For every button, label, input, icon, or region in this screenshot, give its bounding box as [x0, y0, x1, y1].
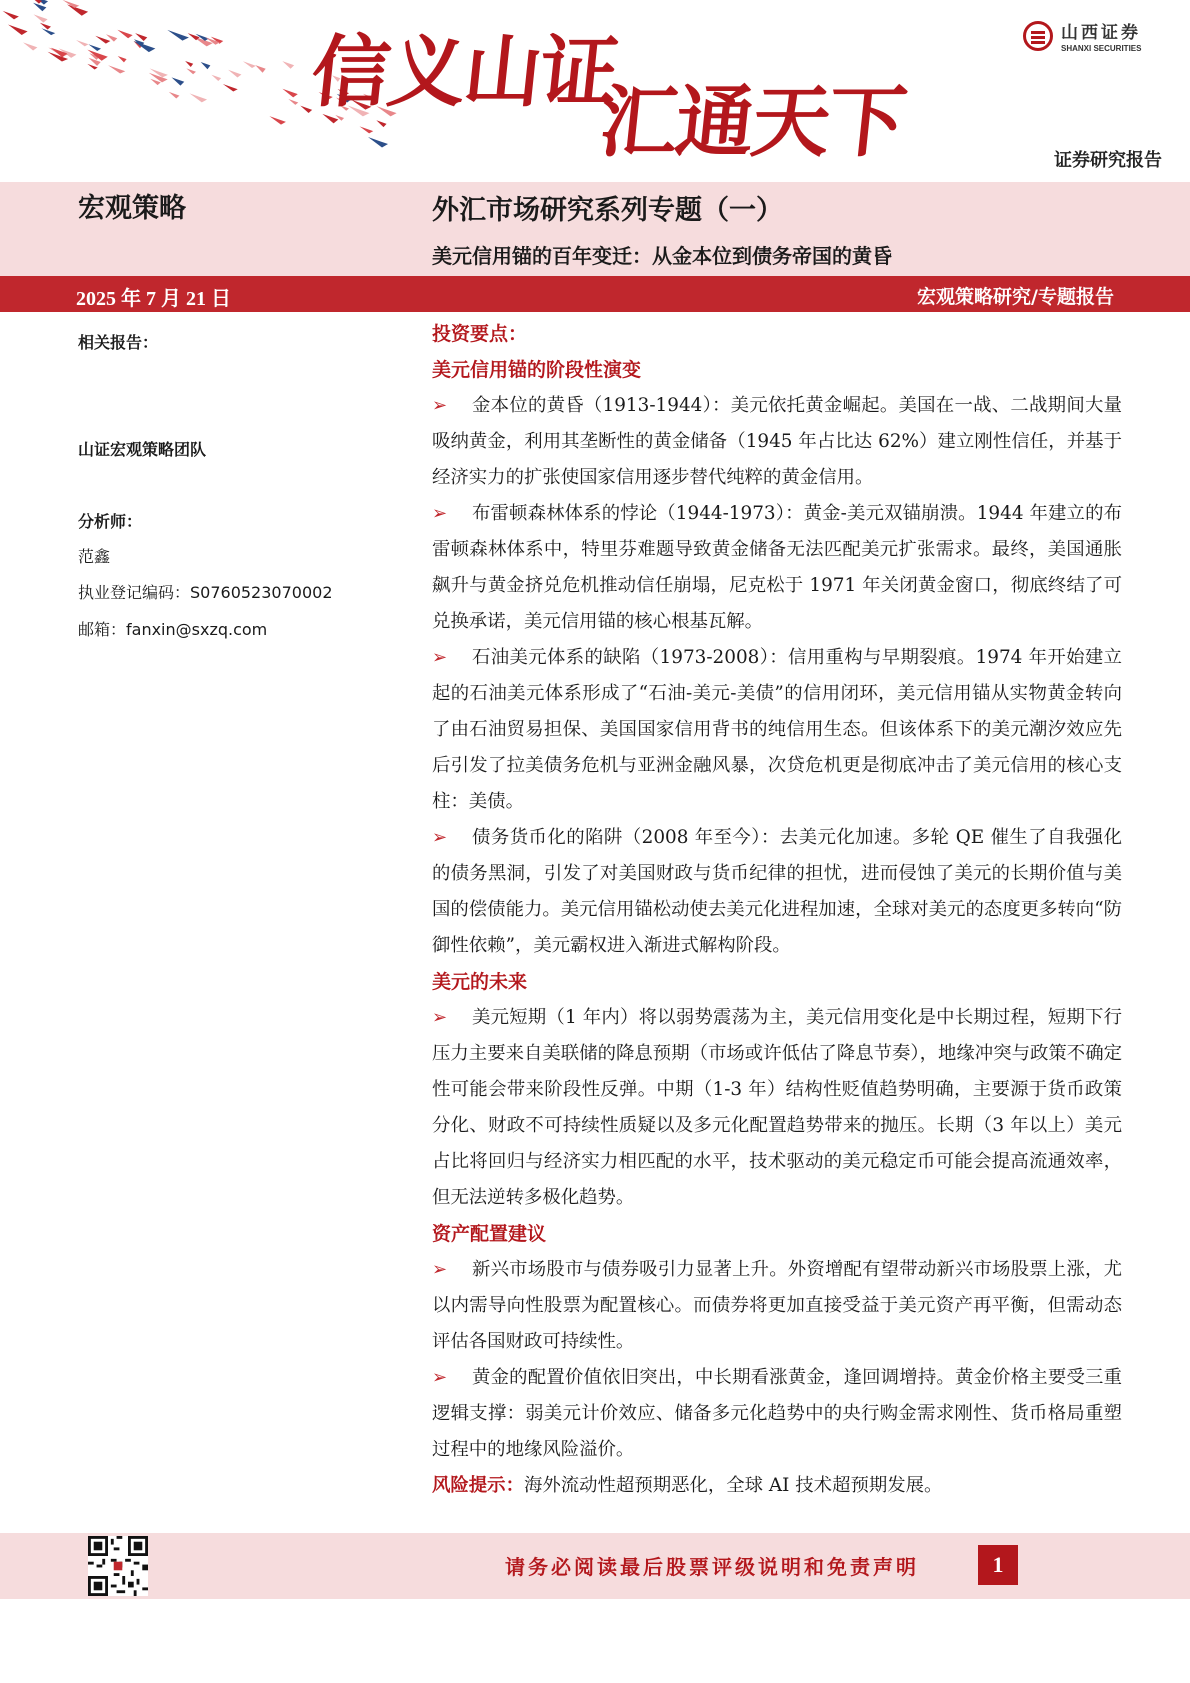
- decorative-arrow-shape: [167, 30, 189, 41]
- report-category: 宏观策略: [78, 193, 186, 224]
- research-team: 山证宏观策略团队: [78, 440, 207, 459]
- bullet-item: [432, 388, 1122, 496]
- slogan-part1: 信义山证: [307, 27, 621, 118]
- decorative-arrow-shape: [88, 44, 101, 51]
- bullet-text: 美元短期（1 年内）将以弱势震荡为主，美元信用变化是中长期过程，短期下行压力主要来自美联储的降息预期（市场或许低估了降息节奏），地缘冲突与政策不确定性可能会带来阶段性反弹。中期（1-3 年）结构性贬值趋势明确，主要源于货币政策分化、财政不可持续性质疑以及多元化配置趋势带来的抛压。长期（3 年以上）美元占比将回归与经济实力相匹配的水平，技术驱动的美元稳定币可能会提高流通效率，但无法逆转多极化趋势。: [432, 1007, 1122, 1208]
- decorative-arrow-shape: [117, 30, 132, 38]
- analyst-name: 范鑫: [78, 547, 111, 566]
- risk-text: 海外流动性超预期恶化，全球 AI 技术超预期发展。: [523, 1475, 943, 1496]
- decorative-arrow-shape: [95, 36, 110, 44]
- related-reports-label: 相关报告：: [78, 333, 159, 352]
- company-logo: [1023, 18, 1141, 53]
- decorative-arrow-shape: [368, 137, 388, 148]
- header-banner: [0, 0, 1190, 182]
- section-heading: 美元的未来: [432, 971, 528, 993]
- decorative-arrow-shape: [108, 65, 125, 73]
- decorative-arrow-shape: [288, 99, 298, 105]
- decorative-arrow-shape: [3, 11, 19, 20]
- decorative-arrow-shape: [169, 92, 180, 99]
- qr-code-icon[interactable]: [88, 1536, 148, 1596]
- decorative-arrow-shape: [23, 42, 37, 50]
- arrow-bullet-icon: ➢: [432, 827, 448, 848]
- decorative-arrow-shape: [223, 84, 238, 91]
- decorative-arrow-shape: [255, 65, 265, 73]
- decorative-arrow-shape: [185, 61, 193, 67]
- decorative-arrow-shape: [40, 23, 51, 30]
- decorative-arrow-shape: [269, 116, 286, 124]
- analyst-license: 执业登记编码：S0760523070002: [78, 583, 333, 602]
- bullet-text: 石油美元体系的缺陷（1973-2008）：信用重构与早期裂痕。1974 年开始建立起的石油美元体系形成了“石油-美元-美债”的信用闭环，美元信用锚从实物黄金转向了由石油贸易担保、美国国家信用背书的纯信用生态。但该体系下的美元潮汐效应先后引发了拉美债务危机与亚洲金融风暴，次贷危机更是彻底冲击了美元信用的核心支柱：美债。: [432, 647, 1122, 812]
- bullet-text: 债务货币化的陷阱（2008 年至今）：去美元化加速。多轮 QE 催生了自我强化的债务黑洞，引发了对美国财政与货币纪律的担忧，进而侵蚀了美元的长期价值与美国的偿债能力。美元信用锚松动使去美元化进程加速，全球对美元的态度更多转向“防御性依赖”，美元霸权进入渐进式解构阶段。: [432, 827, 1122, 956]
- slogan-part2: 汇通天下: [595, 77, 909, 168]
- report-date: 2025 年 7 月 21 日: [76, 288, 231, 310]
- decorative-arrow-shape: [228, 70, 241, 78]
- bullet-text: 布雷顿森林体系的悖论（1944-1973）：黄金-美元双锚崩溃。1944 年建立的布雷顿森林体系中，特里芬难题导致黄金储备无法匹配美元扩张需求。最终，美国通胀飙升与黄金挤兑危机推动信任崩塌，尼克松于 1971 年关闭黄金窗口，彻底终结了可兑换承诺，美元信用锚的核心根基瓦解。: [432, 503, 1122, 632]
- logo-cn-text: 山西证券: [1061, 23, 1141, 43]
- bullet-item: [432, 1360, 1122, 1468]
- bullet-text: 黄金的配置价值依旧突出，中长期看涨黄金，逢回调增持。黄金价格主要受三重逻辑支撑：弱美元计价效应、储备多元化趋势中的央行购金需求刚性、货币格局重塑过程中的地缘风险溢价。: [432, 1367, 1122, 1460]
- page-number: 1: [978, 1545, 1018, 1585]
- decorative-arrow-shape: [135, 33, 147, 41]
- bullet-item: [432, 496, 1122, 640]
- risk-label: 风险提示：: [432, 1475, 524, 1496]
- report-type-label: 证券研究报告: [1054, 150, 1162, 171]
- arrow-bullet-icon: ➢: [432, 647, 448, 668]
- decorative-arrow-shape: [134, 41, 156, 52]
- decorative-arrow-shape: [76, 40, 88, 46]
- arrow-bullet-icon: ➢: [432, 395, 448, 416]
- report-sub-title: 美元信用锚的百年变迁：从金本位到债务帝国的黄昏: [432, 244, 892, 268]
- decorative-arrow-shape: [282, 89, 297, 98]
- decorative-arrow-shape: [41, 28, 55, 35]
- decorative-arrow-shape: [88, 58, 100, 66]
- decorative-arrow-shape: [118, 56, 127, 62]
- decorative-arrow-shape: [243, 61, 256, 68]
- decorative-arrow-shape: [31, 0, 42, 4]
- decorative-arrow-shape: [190, 93, 207, 102]
- analyst-label: 分析师：: [78, 512, 143, 531]
- decorative-arrow-shape: [201, 62, 211, 69]
- bullet-item: [432, 640, 1122, 820]
- decorative-arrow-shape: [282, 61, 294, 69]
- decorative-arrow-shape: [186, 68, 196, 74]
- logo-emblem-icon: [1023, 21, 1053, 51]
- decorative-arrow-shape: [34, 14, 48, 22]
- report-main-title: 外汇市场研究系列专题（一）: [432, 195, 783, 226]
- report-series: 宏观策略研究/专题报告: [917, 286, 1114, 308]
- main-content: [432, 316, 1122, 1504]
- bullet-item: [432, 820, 1122, 964]
- decorative-arrow-shape: [150, 68, 168, 77]
- risk-warning: [432, 1468, 1122, 1504]
- section-heading: 资产配置建议: [432, 1223, 547, 1245]
- arrow-bullet-icon: ➢: [432, 1259, 448, 1280]
- arrow-bullet-icon: ➢: [432, 1007, 448, 1028]
- bullet-item: [432, 1000, 1122, 1216]
- arrow-bullet-icon: ➢: [432, 503, 448, 524]
- decorative-arrow-shape: [376, 120, 386, 127]
- logo-en-text: SHANXI SECURITIES: [1061, 44, 1142, 53]
- disclaimer-notice: 请务必阅读最后股票评级说明和免责声明: [505, 1555, 919, 1579]
- section-heading: 美元信用锚的阶段性演变: [432, 359, 642, 381]
- decorative-arrow-shape: [172, 77, 185, 85]
- decorative-arrow-shape: [8, 24, 28, 35]
- arrow-bullet-icon: ➢: [432, 1367, 448, 1388]
- decorative-arrow-shape: [211, 75, 221, 81]
- bullet-text: 金本位的黄昏（1913-1944）：美元依托黄金崛起。美国在一战、二战期间大量吸纳黄金，利用其垄断性的黄金储备（1945 年占比达 62%）建立刚性信任，并基于经济实力的扩张使国家信用逐步替代纯粹的黄金信用。: [432, 395, 1122, 488]
- investment-points-label: 投资要点：: [432, 323, 528, 345]
- bullet-text: 新兴市场股市与债券吸引力显著上升。外资增配有望带动新兴市场股票上涨，尤以内需导向性股票为配置核心。而债券将更加直接受益于美元资产再平衡，但需动态评估各国财政可持续性。: [432, 1259, 1122, 1352]
- bullet-item: [432, 1252, 1122, 1360]
- decorative-arrow-shape: [359, 126, 373, 133]
- analyst-email[interactable]: 邮箱：fanxin@sxzq.com: [78, 620, 268, 639]
